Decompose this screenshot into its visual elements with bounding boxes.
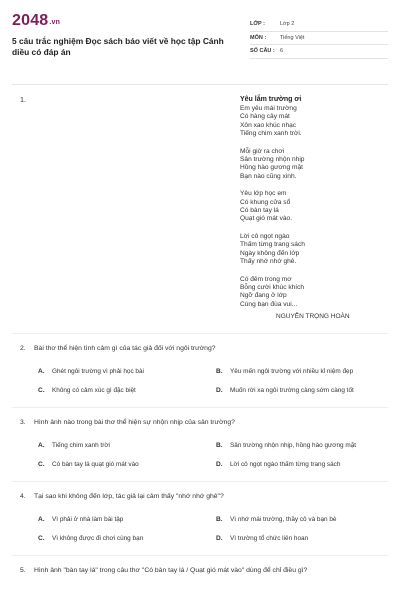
question-2: [12, 344, 388, 395]
poem-stanza: [240, 105, 388, 139]
poem-line: Em yêu mái trường: [240, 105, 297, 112]
poem-line: Cùng bạn đùa vui...: [240, 300, 298, 308]
question-number: 4.: [20, 493, 26, 501]
question-3: [12, 418, 388, 469]
question-text: [12, 344, 388, 353]
option-letter: B.: [216, 368, 223, 376]
question-5: [12, 566, 388, 575]
option-letter: A.: [38, 516, 45, 524]
meta-row-class: [250, 18, 388, 32]
option-text: Vì nhớ mái trường, thầy cô và bạn bè: [230, 516, 337, 524]
meta-key: MÔN :: [250, 34, 267, 41]
poem-line: Quạt gió mát vào.: [240, 215, 293, 223]
answer-options: [12, 501, 388, 543]
option-d[interactable]: [216, 460, 380, 469]
header-left: [12, 12, 242, 70]
poem-line: Mỗi giờ ra chơi: [240, 147, 285, 155]
meta-key: LỚP :: [250, 21, 265, 28]
poem-line: Ngày không đến lớp: [240, 249, 300, 257]
question-prompt: Hình ảnh nào trong bài thơ thể hiện sự nhộn nhịp của sân trường?: [34, 419, 235, 427]
poem-stanza: [240, 190, 388, 224]
poem-line: Sân trường nhộn nhịp: [240, 156, 305, 164]
question-text: [12, 418, 388, 427]
option-text: Yêu mến ngôi trường với nhiều kỉ niệm đẹp: [230, 368, 354, 376]
question-4: [12, 492, 388, 543]
meta-table: [250, 18, 388, 70]
option-b[interactable]: [216, 515, 380, 524]
answer-options: [12, 427, 388, 469]
poem-line: Thấy nhớ nhớ ghê.: [240, 258, 297, 266]
question-divider: [12, 555, 388, 556]
poem-line: Ngỡ đang ở lớp: [240, 292, 287, 300]
option-text: Lời cô ngọt ngào thấm từng trang sách: [230, 461, 341, 469]
option-text: Vì trường tổ chức liên hoan: [230, 535, 309, 543]
poem-stanza: [240, 148, 388, 182]
logo-suffix: .vn: [49, 19, 61, 26]
logo-text: 2048: [12, 12, 49, 29]
question-number: 1.: [20, 95, 26, 104]
poem-line: Lời cô ngọt ngào: [240, 232, 290, 240]
question-prompt: Hình ảnh "bàn tay lá" trong câu thơ "Có bàn tay lá / Quạt gió mát vào" dùng để chỉ điều gì?: [34, 567, 308, 575]
poem-line: Có bàn tay lá: [240, 207, 279, 215]
meta-value: Tiếng Việt: [280, 34, 305, 41]
poem: [240, 95, 388, 321]
option-letter: C.: [38, 387, 45, 395]
option-letter: A.: [38, 442, 45, 450]
document-title: 5 câu trắc nghiệm Đọc sách báo viết về học tập Cánh diều có đáp án: [12, 36, 224, 57]
option-letter: D.: [216, 387, 223, 395]
question-number: 3.: [20, 419, 26, 427]
poem-line: Hồng hào gương mặt: [240, 164, 303, 172]
option-text: Vì phải ở nhà làm bài tập: [52, 516, 124, 524]
poem-line: Bỗng cười khúc khích: [240, 283, 305, 291]
option-text: Không có cảm xúc gì đặc biệt: [52, 387, 136, 395]
meta-row-count: [250, 45, 388, 59]
option-letter: D.: [216, 461, 223, 469]
option-a[interactable]: [38, 441, 202, 450]
poem-line: Có đêm trong mơ: [240, 275, 292, 283]
option-b[interactable]: [216, 367, 380, 376]
option-letter: D.: [216, 535, 223, 543]
option-b[interactable]: [216, 441, 380, 450]
question-divider: [12, 481, 388, 482]
option-d[interactable]: [216, 534, 380, 543]
poem-stanza: [240, 233, 388, 267]
option-c[interactable]: [38, 534, 202, 543]
option-letter: C.: [38, 535, 45, 543]
poem-title: Yêu lắm trường ơi: [240, 96, 302, 103]
answer-options: [12, 353, 388, 395]
question-divider: [12, 333, 388, 334]
option-text: Ghét ngôi trường vì phải học bài: [52, 368, 144, 376]
poem-line: Thấm từng trang sách: [240, 241, 305, 249]
option-letter: A.: [38, 368, 45, 376]
meta-row-subject: [250, 32, 388, 46]
option-c[interactable]: [38, 386, 202, 395]
question-1: [12, 95, 388, 321]
option-text: Tiếng chim xanh trời: [52, 442, 110, 450]
poem-author: NGUYỄN TRỌNG HOÀN: [276, 313, 350, 321]
question-text: [12, 566, 388, 575]
meta-value: 6: [280, 48, 284, 55]
option-d[interactable]: [216, 386, 380, 395]
question-text: [12, 492, 388, 501]
question-number: 5.: [20, 567, 26, 575]
option-text: Sân trường nhộn nhịp, hồng hào gương mặt: [230, 442, 357, 450]
poem-line: Có khung cửa sổ: [240, 198, 291, 206]
poem-line: Có hàng cây mát: [240, 113, 290, 121]
option-letter: C.: [38, 461, 45, 469]
header-divider: [12, 84, 388, 85]
option-a[interactable]: [38, 515, 202, 524]
option-text: Vì không được đi chơi cùng bạn: [52, 535, 144, 543]
option-a[interactable]: [38, 367, 202, 376]
option-c[interactable]: [38, 460, 202, 469]
meta-value: Lớp 2: [280, 21, 295, 28]
option-letter: B.: [216, 516, 223, 524]
option-text: Muốn rời xa ngôi trường càng sớm càng tốt: [230, 387, 354, 395]
question-divider: [12, 407, 388, 408]
poem-line: Xôn xao khúc nhạc: [240, 121, 297, 129]
question-prompt: Tại sao khi không đến lớp, tác giả lại cảm thấy "nhớ nhớ ghê"?: [34, 493, 224, 501]
site-logo[interactable]: [12, 12, 242, 32]
question-prompt: Bài thơ thể hiện tình cảm gì của tác giả đối với ngôi trường?: [34, 345, 216, 353]
poem-line: Yêu lớp học em: [240, 190, 287, 198]
worksheet-header: [12, 12, 388, 70]
poem-stanza: [240, 276, 388, 310]
meta-key: SỐ CÂU :: [250, 48, 275, 55]
poem-line: Tiếng chim xanh trời.: [240, 130, 302, 138]
question-number: 2.: [20, 345, 26, 353]
option-text: Có bàn tay lá quạt gió mát vào: [52, 461, 139, 469]
option-letter: B.: [216, 442, 223, 450]
poem-line: Bạn nào cũng xinh.: [240, 172, 297, 180]
